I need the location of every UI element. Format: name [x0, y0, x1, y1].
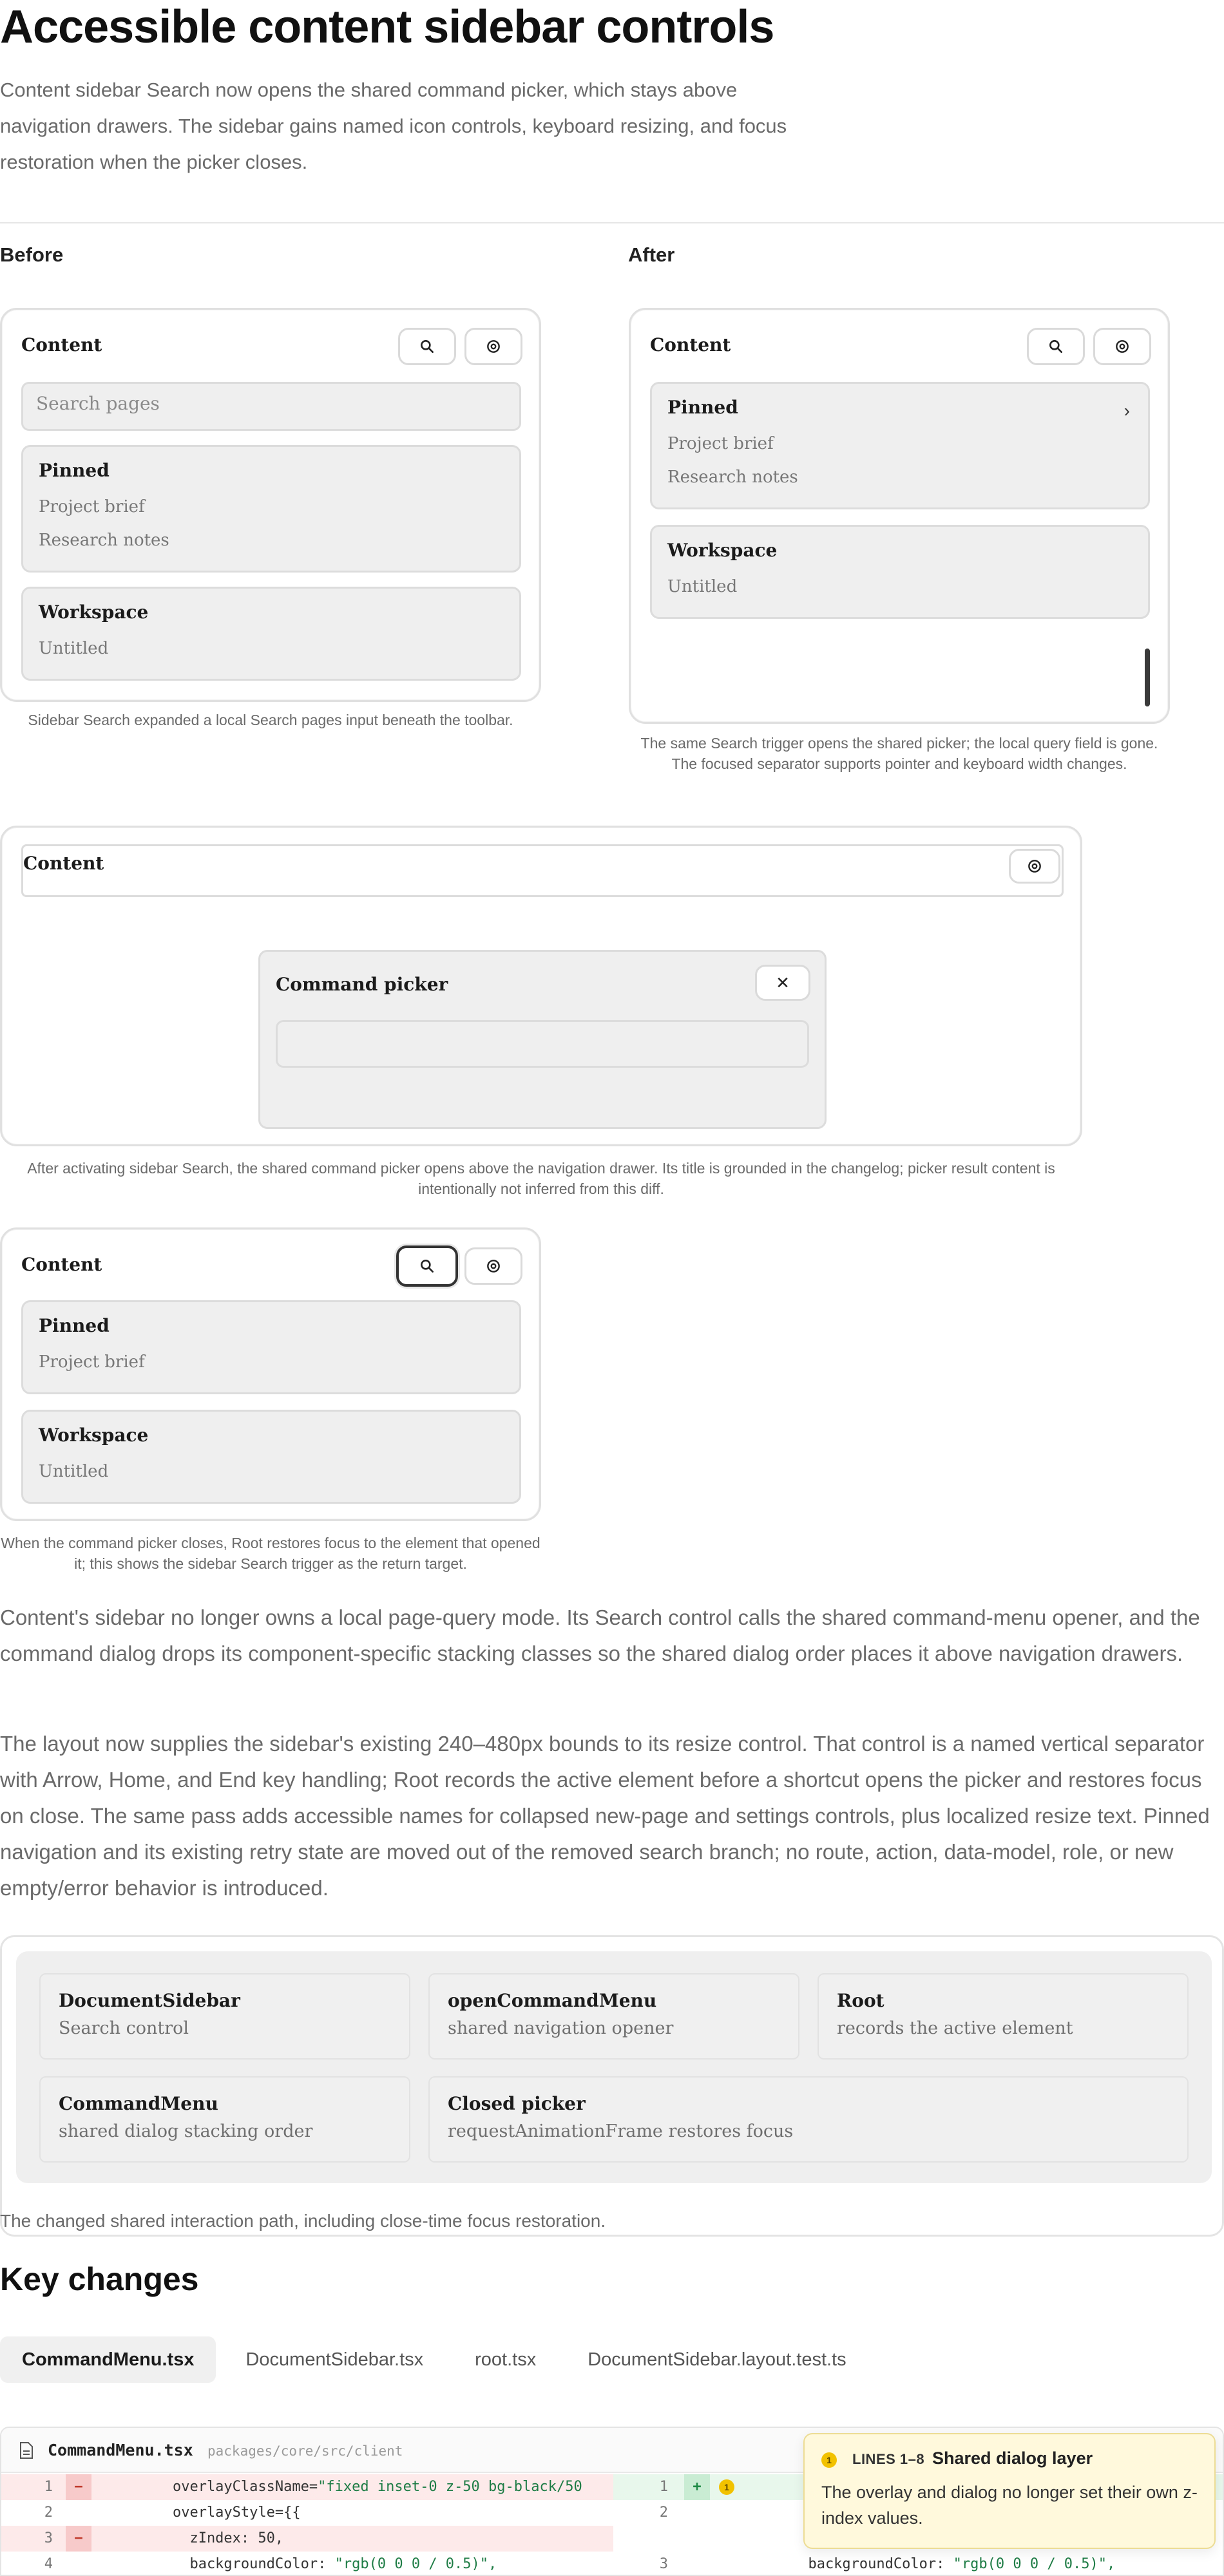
search-button[interactable]: [396, 1245, 458, 1287]
command-picker-dialog: [258, 950, 827, 1129]
node-subtitle: shared dialog stacking order: [59, 2121, 313, 2141]
annotation-heading: Shared dialog layer: [932, 2448, 1093, 2468]
settings-button[interactable]: [464, 1247, 522, 1285]
left-line-number: 2: [44, 2505, 53, 2521]
pinned-title: Pinned: [39, 460, 110, 481]
workspace-title: Workspace: [667, 540, 778, 561]
search-button[interactable]: [1027, 328, 1085, 365]
flow-caption: The changed shared interaction path, including close-time focus restoration.: [0, 2211, 606, 2231]
pinned-section: [21, 445, 521, 573]
diff-row: [1, 2552, 1224, 2576]
node-subtitle: requestAnimationFrame restores focus: [448, 2121, 794, 2141]
after-caption: The same Search trigger opens the shared picker; the local query field is gone. The focused separator supports pointer and keyboard width changes.: [640, 735, 1158, 772]
close-icon: ✕: [776, 972, 790, 992]
flow-node: [428, 2076, 1189, 2163]
picker-mock: [0, 826, 1082, 1146]
after-sidebar-mock: [629, 308, 1170, 724]
workspace-section: [21, 1410, 521, 1504]
pinned-item[interactable]: Research notes: [39, 531, 169, 550]
pinned-section: [21, 1300, 521, 1394]
right-line-number: 1: [659, 2479, 668, 2495]
pinned-item[interactable]: Research notes: [667, 468, 798, 487]
before-caption: Sidebar Search expanded a local Search pages input beneath the toolbar.: [28, 712, 513, 728]
flow-node: [428, 1973, 799, 2060]
picker-input[interactable]: [276, 1020, 809, 1068]
tab-commandmenu[interactable]: CommandMenu.tsx: [0, 2336, 216, 2383]
chevron-right-icon: ›: [1124, 401, 1130, 421]
node-title: Closed picker: [448, 2093, 586, 2114]
workspace-section: [21, 587, 521, 681]
annotation-pin[interactable]: 1: [719, 2479, 734, 2495]
workspace-title: Workspace: [39, 601, 149, 623]
workspace-item[interactable]: Untitled: [667, 577, 738, 596]
diff-filepath: packages/core/src/client: [207, 2443, 403, 2459]
flow-node: [818, 1973, 1189, 2060]
sidebar-toolbar: [21, 844, 1064, 897]
workspace-item[interactable]: Untitled: [39, 639, 109, 658]
node-title: CommandMenu: [59, 2093, 218, 2114]
body-paragraph: The layout now supplies the sidebar's existing 240–480px bounds to its resize control. That control is a named vertical separator with Arrow, Home, and End key handling; Root records the active element before a shortcut opens the picker and restores focus on close. The same pass adds accessible names for collapsed new-page and settings controls, plus localized resize text. Pinned navigation and its existing retry state are moved out of the removed search branch; no route, action, data-model, role, or new empty/error behavior is introduced.: [0, 1732, 1210, 1900]
node-title: openCommandMenu: [448, 1990, 657, 2011]
sidebar-title: Content: [23, 853, 104, 874]
left-code: [104, 2474, 607, 2500]
resize-separator[interactable]: [1145, 649, 1150, 706]
left-code: [104, 2552, 607, 2576]
tab-documentsidebar[interactable]: DocumentSidebar.tsx: [245, 2349, 424, 2370]
tab-layout-test[interactable]: DocumentSidebar.layout.test.ts: [588, 2349, 846, 2370]
gear-icon: [485, 1258, 502, 1274]
code-text: backgroundColor:: [104, 2556, 335, 2572]
left-line-number: 1: [44, 2479, 53, 2495]
left-line-number: 3: [44, 2530, 53, 2546]
section-heading: Key changes: [0, 2261, 199, 2297]
page-lead: Content sidebar Search now opens the shared command picker, which stays above navigation drawers. The sidebar gains named icon controls, keyboard resizing, and focus restoration when the picker closes.: [0, 79, 787, 173]
sidebar-title: Content: [650, 334, 731, 355]
right-line-number: 2: [659, 2505, 668, 2521]
gear-icon: [485, 338, 502, 355]
settings-button[interactable]: [1009, 849, 1060, 884]
search-icon: [1047, 338, 1064, 355]
annotation-lines: LINES 1–8: [852, 2451, 925, 2467]
right-diff-marker: +: [693, 2479, 702, 2495]
flow-node: [39, 1973, 410, 2060]
right-code: [723, 2552, 1219, 2576]
after-label: After: [628, 243, 675, 266]
flow-node: [39, 2076, 410, 2163]
before-label: Before: [0, 243, 64, 266]
node-subtitle: records the active element: [837, 2018, 1073, 2038]
left-line-number: 4: [44, 2556, 53, 2572]
code-text: zIndex: 50,: [104, 2530, 284, 2546]
settings-button[interactable]: [464, 328, 522, 365]
node-title: DocumentSidebar: [59, 1990, 240, 2011]
pinned-title: Pinned: [667, 397, 738, 418]
tab-root[interactable]: root.tsx: [475, 2349, 537, 2370]
focus-mock: [0, 1227, 541, 1521]
before-sidebar-mock: [0, 308, 541, 702]
code-string: "fixed inset-0 z-50 bg-black/50: [318, 2479, 582, 2495]
workspace-title: Workspace: [39, 1425, 149, 1446]
workspace-item[interactable]: Untitled: [39, 1462, 109, 1481]
pinned-item[interactable]: Project brief: [39, 497, 145, 516]
code-text: overlayStyle={{: [104, 2505, 301, 2521]
file-tabs: [0, 2336, 868, 2383]
body-paragraph: Content's sidebar no longer owns a local page-query mode. Its Search control calls the shared command-menu opener, and the command dialog drops its component-specific stacking classes so the shared dialog order places it above navigation drawers.: [0, 1605, 1200, 1665]
picker-caption: After activating sidebar Search, the shared command picker opens above the navigation drawer. Its title is grounded in the changelog; picker result content is intentionally not inferred from this diff.: [27, 1160, 1055, 1197]
search-icon: [419, 1258, 435, 1274]
annotation-body: The overlay and dialog no longer set their own z-index values.: [821, 2483, 1198, 2528]
search-placeholder: Search pages: [36, 393, 160, 414]
interaction-flow: [0, 1935, 1224, 2237]
gear-icon: [1114, 338, 1131, 355]
sidebar-title: Content: [21, 1254, 102, 1275]
right-line-number: 3: [659, 2556, 668, 2572]
gear-icon: [1026, 858, 1043, 875]
workspace-section: [650, 525, 1150, 619]
flow-canvas: [16, 1951, 1212, 2183]
pinned-item[interactable]: Project brief: [667, 434, 774, 453]
node-subtitle: Search control: [59, 2018, 189, 2038]
code-text: overlayClassName=: [104, 2479, 318, 2495]
file-icon: [19, 2442, 33, 2459]
search-button[interactable]: [398, 328, 456, 365]
pinned-title: Pinned: [39, 1315, 110, 1336]
dialog-title: Command picker: [276, 974, 448, 995]
sidebar-title: Content: [21, 334, 102, 355]
code-text: backgroundColor:: [723, 2556, 953, 2572]
left-code: [104, 2500, 607, 2526]
search-pages-input[interactable]: [21, 382, 521, 431]
annotation-pin: 1: [821, 2452, 837, 2468]
focus-caption: When the command picker closes, Root restores focus to the element that opened it; this shows the sidebar Search trigger as the return target.: [1, 1535, 540, 1572]
code-string: "rgb(0 0 0 / 0.5)",: [953, 2556, 1116, 2572]
settings-button[interactable]: [1093, 328, 1151, 365]
pinned-item[interactable]: Project brief: [39, 1352, 145, 1372]
left-code: [104, 2526, 607, 2552]
search-icon: [419, 338, 435, 355]
divider: [0, 222, 1224, 223]
annotation-note[interactable]: [803, 2433, 1216, 2549]
code-string: "rgb(0 0 0 / 0.5)",: [334, 2556, 497, 2572]
left-diff-marker: −: [74, 2479, 83, 2495]
page-title: Accessible content sidebar controls: [0, 1, 774, 53]
left-diff-marker: −: [74, 2530, 83, 2546]
diff-filename: CommandMenu.tsx: [48, 2441, 193, 2459]
pinned-section[interactable]: [650, 382, 1150, 509]
node-subtitle: shared navigation opener: [448, 2018, 674, 2038]
close-button[interactable]: [755, 965, 810, 1001]
node-title: Root: [837, 1990, 885, 2011]
